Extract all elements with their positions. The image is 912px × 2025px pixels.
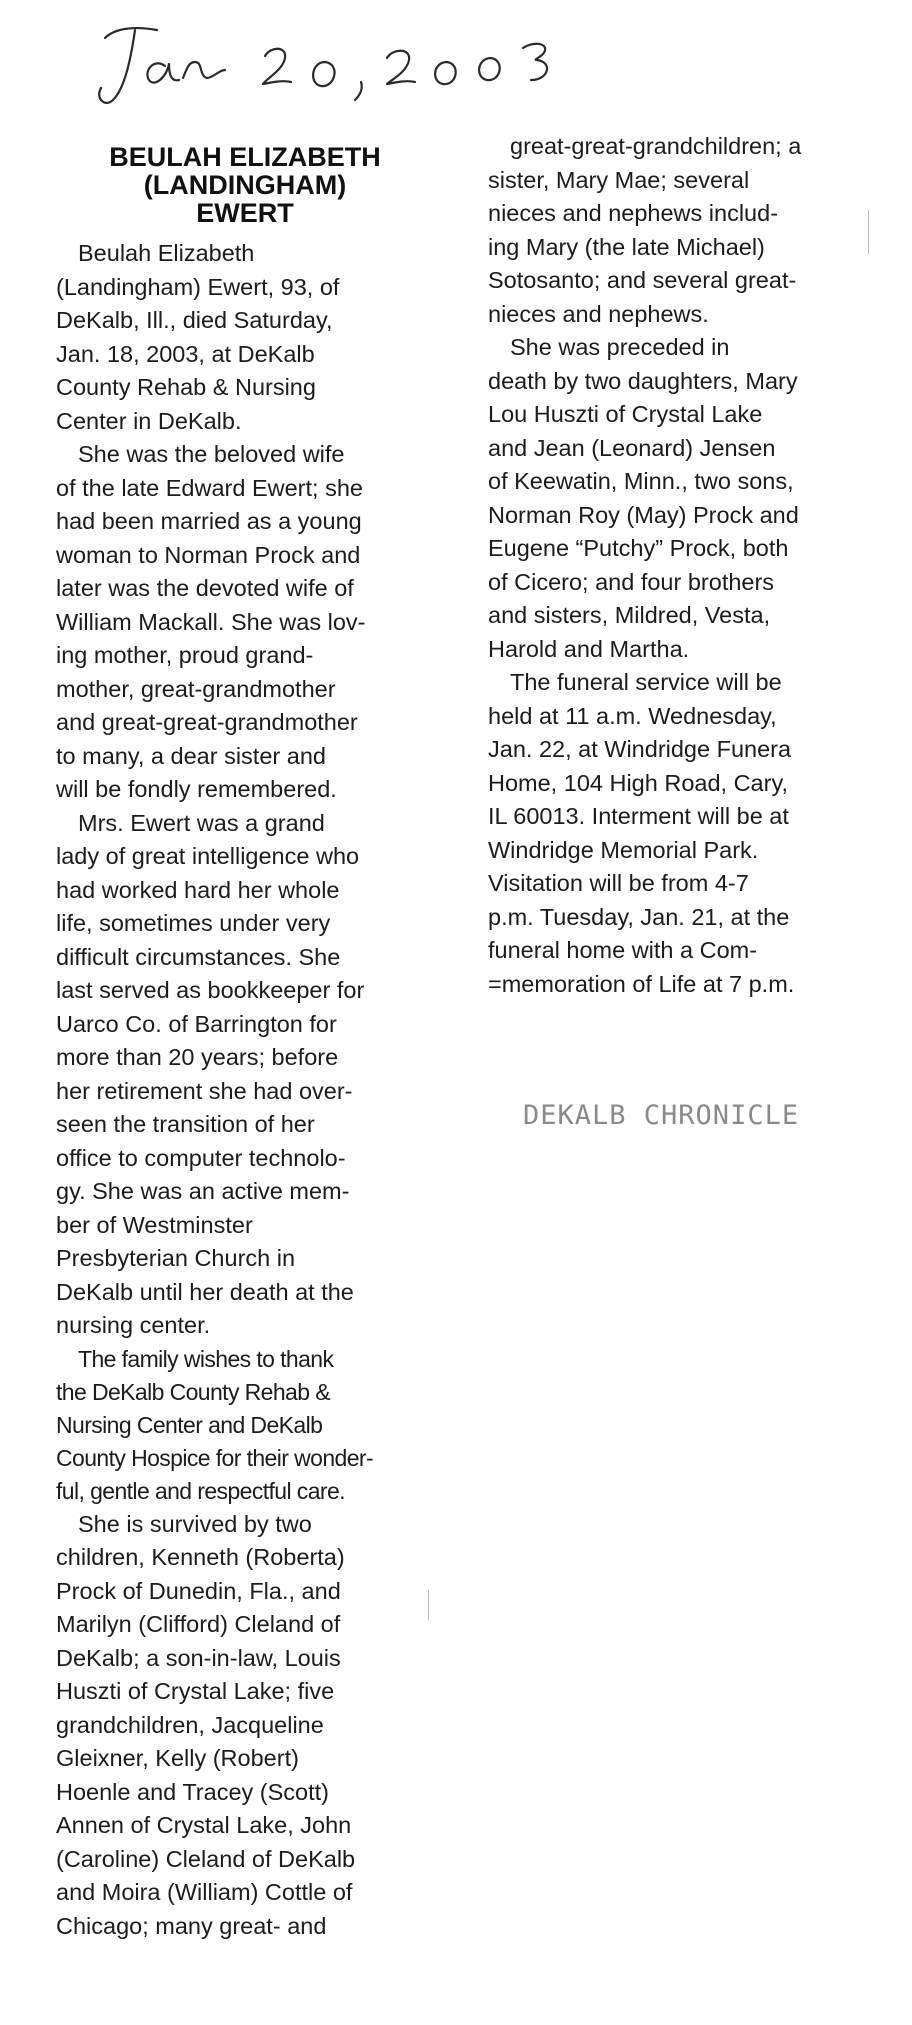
source-stamp: DEKALB CHRONICLE [523,1100,800,1131]
text-line: and great-great-grandmother [56,709,358,735]
text-line: of the late Edward Ewert; she [56,474,363,501]
text-line: nieces and nephews includ- [488,200,779,226]
text-line: nieces and nephews. [488,300,709,327]
text-line: Huszti of Crystal Lake; five [56,1678,335,1704]
text-line: Jan. 18, 2003, at DeKalb [56,340,315,367]
text-line: death by two daughters, Mary [488,367,798,394]
text-line: children, Kenneth (Roberta) [56,1544,345,1570]
obituary-paragraph [488,666,870,1001]
text-line: DeKalb; a son-in-law, Louis [56,1644,341,1671]
text-line: the DeKalb County Rehab & [56,1378,330,1405]
text-line: Gleixner, Kelly (Robert) [56,1745,299,1771]
text-line: grandchildren, Jacqueline [56,1711,324,1738]
text-line: p.m. Tuesday, Jan. 21, at the [488,903,790,930]
text-line: seen the transition of her [56,1111,315,1137]
text-line: will be fondly remembered. [56,776,337,802]
headline-line: EWERT [196,198,294,228]
text-line: and Moira (William) Cottle of [56,1879,353,1905]
text-line: DeKalb, Ill., died Saturday, [56,307,333,333]
text-line: Mrs. Ewert was a grand [78,809,325,836]
column-edge-mark [868,210,869,254]
obituary-paragraph [488,331,870,666]
text-line: Lou Huszti of Crystal Lake [488,401,763,427]
text-line: Uarco Co. of Barrington for [56,1010,337,1037]
text-line: Harold and Martha. [488,635,690,662]
text-line: Jan. 22, at Windridge Funera [488,736,792,762]
text-line: later was the devoted wife of [56,575,354,601]
text-line: ing Mary (the late Michael) [488,233,765,260]
text-line: nursing center. [56,1312,211,1338]
text-line: lady of great intelligence who [56,843,360,869]
obituary-paragraph [56,438,434,807]
text-line: Home, 104 High Road, Cary, [488,769,788,796]
text-line: Annen of Crystal Lake, John [56,1812,352,1838]
text-line: IL 60013. Interment will be at [488,803,789,829]
text-line: of Keewatin, Minn., two sons, [488,468,794,494]
text-line: and sisters, Mildred, Vesta, [488,602,771,628]
text-line: She was the beloved wife [78,441,345,467]
text-line: more than 20 years; before [56,1044,339,1070]
left-column-body [56,237,434,1943]
text-line: difficult circumstances. She [56,943,341,970]
text-line: =memoration of Life at 7 p.m. [488,970,795,997]
text-line: Prock of Dunedin, Fla., and [56,1577,341,1604]
text-line: Norman Roy (May) Prock and [488,501,799,528]
obituary-paragraph [56,1343,434,1508]
text-line: had worked hard her whole [56,876,340,903]
text-line: DeKalb until her death at the [56,1278,354,1305]
text-line: Chicago; many great- and [56,1912,327,1939]
text-line: Beulah Elizabeth [78,240,255,266]
obituary-paragraph [56,1508,434,1944]
text-line: Sotosanto; and several great- [488,267,797,293]
text-line: and Jean (Leonard) Jensen [488,434,776,461]
text-line: funeral home with a Com- [488,937,758,963]
text-line: life, sometimes under very [56,910,331,936]
text-line: of Cicero; and four brothers [488,568,775,595]
text-line: held at 11 a.m. Wednesday, [488,702,777,729]
headline-line: BEULAH ELIZABETH [109,142,381,172]
text-line: sister, Mary Mae; several [488,166,750,193]
text-line: to many, a dear sister and [56,742,326,769]
handwritten-date [95,18,655,118]
text-line: Nursing Center and DeKalb [56,1411,323,1438]
text-line: woman to Norman Prock and [56,541,361,568]
text-line: ing mother, proud grand- [56,642,314,668]
text-line: Windridge Memorial Park. [488,836,759,863]
text-line: mother, great-grandmother [56,675,336,702]
text-line: (Caroline) Cleland of DeKalb [56,1845,356,1872]
text-line: The family wishes to thank [78,1345,334,1372]
right-column-body [488,130,870,1001]
text-line: William Mackall. She was lov- [56,608,366,635]
text-line: Center in DeKalb. [56,407,242,434]
text-line: Marilyn (Clifford) Cleland of [56,1611,341,1637]
obituary-headline [56,143,434,227]
text-line: last served as bookkeeper for [56,977,365,1003]
text-line: Presbyterian Church in [56,1245,296,1271]
headline-line: (LANDINGHAM) [143,170,347,200]
text-line: gy. She was an active mem- [56,1178,350,1204]
text-line: Eugene “Putchy” Prock, both [488,535,789,561]
text-line: ful, gentle and respectful care. [56,1477,345,1504]
text-line: ber of Westminster [56,1211,253,1238]
obituary-paragraph [56,237,434,438]
text-line: County Rehab & Nursing [56,374,316,400]
text-line: She is survived by two [78,1510,312,1537]
text-line: Hoenle and Tracey (Scott) [56,1778,329,1805]
right-column [488,130,870,1001]
left-column [56,132,434,1943]
text-line: The funeral service will be [510,669,782,695]
text-line: office to computer technolo- [56,1144,346,1171]
text-line: her retirement she had over- [56,1077,353,1104]
text-line: She was preceded in [510,334,730,360]
text-line: great-great-grandchildren; a [510,133,802,159]
text-line: Visitation will be from 4-7 [488,870,749,896]
column-edge-mark [428,1590,429,1620]
obituary-paragraph [56,807,434,1343]
text-line: (Landingham) Ewert, 93, of [56,273,340,300]
obituary-paragraph [488,130,870,331]
text-line: had been married as a young [56,508,362,534]
text-line: County Hospice for their wonder- [56,1444,374,1471]
handwritten-date-ink [95,18,655,118]
